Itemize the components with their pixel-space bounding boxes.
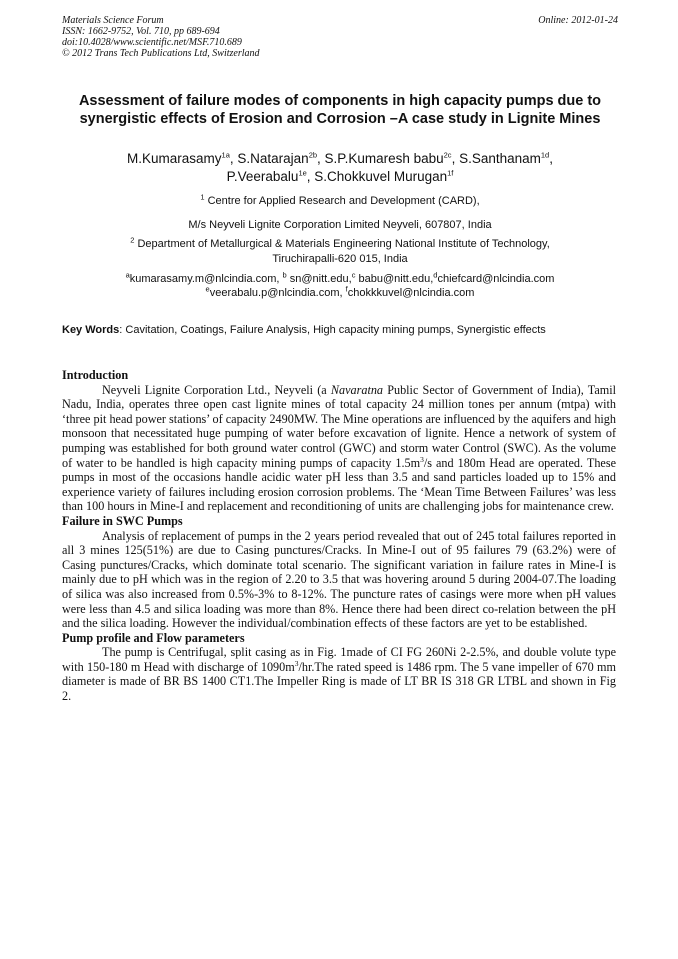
author: P.Veerabalu$^{1e}$ — [226, 168, 307, 184]
journal-doi: doi:10.4028/www.scientific.net/MSF.710.689 — [62, 37, 242, 48]
journal-name: Materials Science Forum — [62, 15, 164, 26]
keywords-text: : Cavitation, Coatings, Failure Analysis, High capacity mining pumps, Synergistic effects — [119, 324, 546, 336]
paper-title: Assessment of failure modes of components in high capacity pumps due to synergistic effects of Erosion and Corrosion –A case study in Lignite Mines — [78, 93, 602, 127]
author: M.Kumarasamy$^{1a}$ — [127, 150, 230, 166]
paper-body — [62, 368, 616, 704]
affiliation-1: $^1$ Centre for Applied Research and Development (CARD), — [200, 192, 480, 207]
affiliation-1-address: M/s Neyveli Lignite Corporation Limited Neyveli, 607807, India — [188, 219, 492, 231]
journal-issn: ISSN: 1662-9752, Vol. 710, pp 689-694 — [62, 26, 220, 37]
email: $^a$kumarasamy.m@nlcindia.com, — [125, 270, 280, 285]
affiliation-2: $^2$ Department of Metallurgical & Materials Engineering National Institute of Technology, Tiruchirapalli-620 015, India — [130, 235, 550, 265]
failure-swc-paragraph: Analysis of replacement of pumps in the 2 years period revealed that out of 245 total failures reported in all 3 mines 125(51%) are due to Casing punctures/Cracks. In Mine-I out of 95 failures 79 (63.2%) were of Casing punctures/Cracks, which dominate total scenario. The significant variation in failure rates in Mine-I is mainly due to pH which was in the region of 2.20 to 3.5 that was hovering around 5 during 2004-07.The loading of silica was also increased from 0.5%-3% to 8-12%. The puncture rates of casings were more when pH values were less than 4.5 and silica loading was more than 8%. Hence there had been direct co-relation between the pH and the silica loading. However the individual/combination effects of these factors are yet to be established. — [62, 528, 616, 631]
introduction-paragraph: Neyveli Lignite Corporation Ltd., Neyveli (a Navaratna Public Sector of Government of India), Tamil Nadu, India, operates three open cast lignite mines of total capacity 24 million tones per annum (mtpa) with ‘three pit head power stations’ of capacity 2490MW. The Mine operations are influenced by the aquifers and high monsoon that necessitated huge pumping of water before excavation of lignite. Hence a network of system of pumping was established for both ground water control (GWC) and storm water Control (SWC). As the volume of water to be handled is high capacity mining pumps of capacity $1.5m^3/s$ and 180m Head are operated. These pumps in most of the occasions handle acidic water pH less than 3.5 and sand particles loaded up to 15% and experience variety of failures including erosion corrosion problems. The ‘Mean Time Between Failures’ was less than 100 hours in Mine-I and replacement and reconditioning of units are challenging jobs for maintenance crew. — [62, 382, 617, 514]
email: chiefcard@nlcindia.com — [437, 273, 555, 285]
author-list: M.Kumarasamy$^{1a}$, S.Natarajan$^{2b}$, S.P.Kumaresh babu$^{2c}$, S.Santhanam$^{1d}$, P.Veerabalu$^{1e}$, S.Chokkuvel Murugan$^{1f}$ — [127, 150, 553, 184]
author: S.P.Kumaresh babu$^{2c}$ — [324, 150, 452, 166]
section-heading-pump-profile: Pump profile and Flow parameters — [62, 630, 245, 645]
section-heading-failure-swc: Failure in SWC Pumps — [62, 513, 183, 528]
pump-profile-paragraph: The pump is Centrifugal, split casing as in Fig. 1made of CI FG 260Ni 2-2.5%, and double volute type with 150-180 m Head with discharge of $1090m^3/hr.The$ rated speed is 1486 rpm. The 5 vane impeller of 670 mm diameter is made of BR BS 1400 CT1.The Impeller Ring is made of LT BR IS 318 GR LTBL and shown in Fig 2. — [62, 645, 617, 704]
author: S.Chokkuvel Murugan$^{1f}$ — [314, 168, 454, 184]
keywords — [62, 323, 616, 337]
keywords-label: Key Words — [62, 324, 120, 336]
journal-header — [62, 15, 618, 59]
email: $^f$chokkkuvel@nlcindia.com — [345, 284, 475, 299]
online-date: Online: 2012-01-24 — [538, 15, 618, 26]
email: $^e$veerabalu.p@nlcindia.com, — [205, 284, 343, 299]
journal-copyright: © 2012 Trans Tech Publications Ltd, Switzerland — [62, 48, 260, 59]
email-list: $^a$kumarasamy.m@nlcindia.com, $^b$ sn@nitt.edu,$^c$ babu@nitt.edu,$^d$chiefcard@nlcindia.com $^e$veerabalu.p@nlcindia.com, $^f$chokkkuvel@nlcindia.com — [125, 270, 555, 299]
email: $^b$ sn@nitt.edu, — [282, 270, 352, 285]
author: S.Natarajan$^{2b}$ — [237, 150, 318, 166]
email: babu@nitt.edu, — [358, 273, 434, 285]
section-heading-introduction: Introduction — [62, 368, 129, 382]
author: S.Santhanam$^{1d}$ — [459, 150, 550, 166]
